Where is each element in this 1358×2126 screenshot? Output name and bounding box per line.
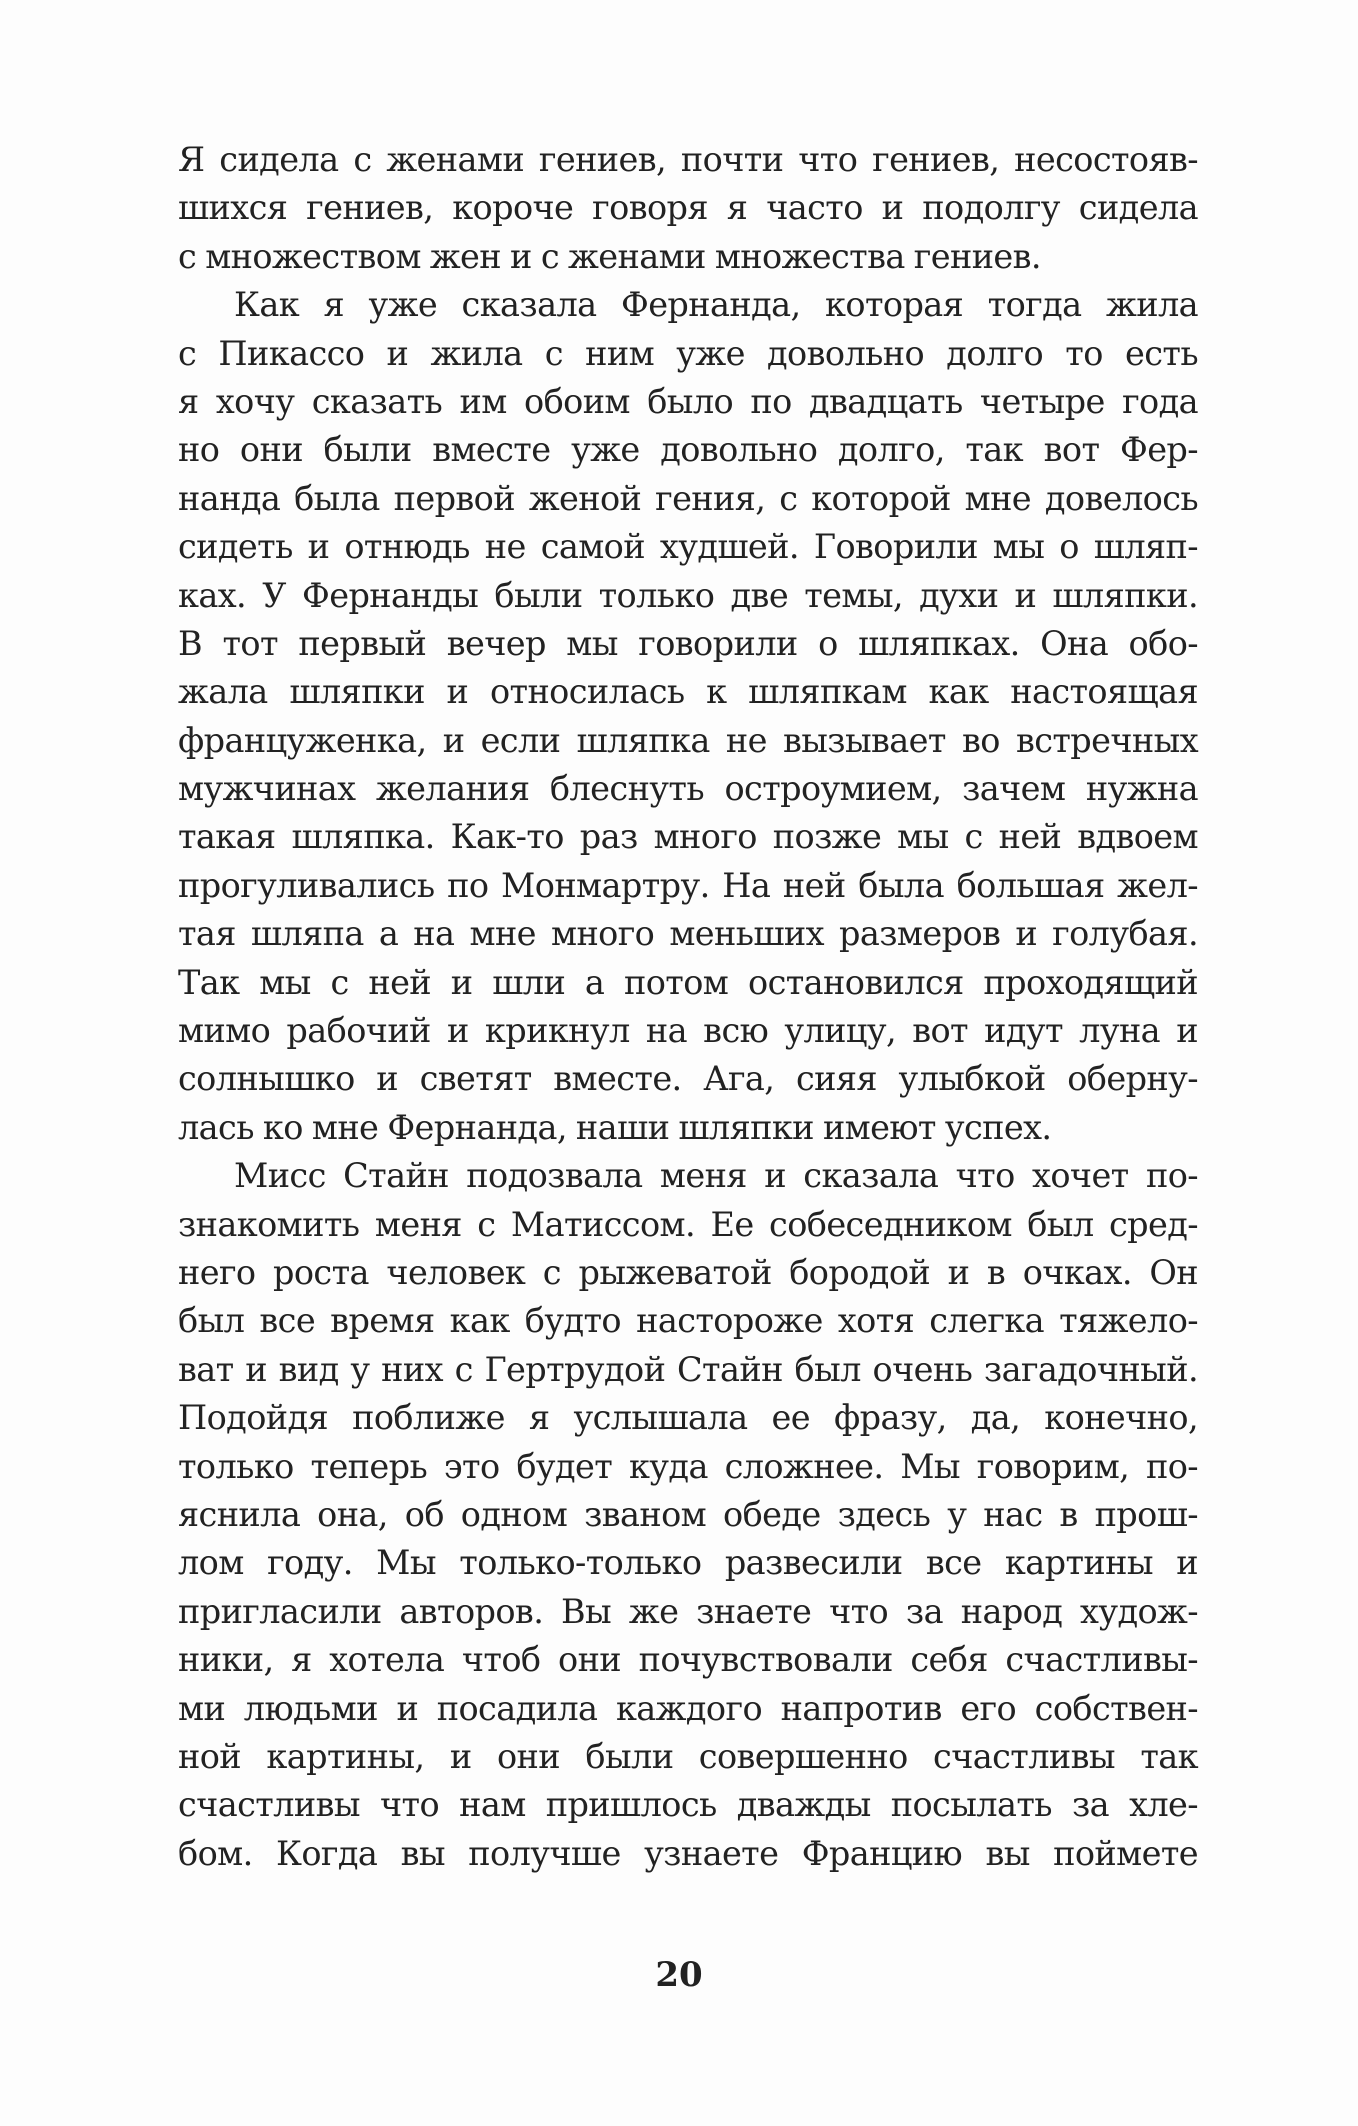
text-line: такая шляпка. Как-то раз много позже мы с ней вдвоем	[178, 817, 1198, 857]
text-line: знакомить меня с Матиссом. Ее собеседником был сред-	[178, 1204, 1198, 1244]
text-line: него роста человек с рыжеватой бородой и в очках. Он	[178, 1252, 1198, 1292]
body-text	[178, 136, 1198, 1878]
text-line: ми людьми и посадила каждого напротив его собствен-	[178, 1688, 1198, 1728]
text-line: сидеть и отнюдь не самой худшей. Говорили мы о шляп-	[178, 527, 1198, 567]
text-line: с Пикассо и жила с ним уже довольно долго то есть	[178, 333, 1198, 373]
text-line: счастливы что нам пришлось дважды посылать за хле-	[178, 1785, 1198, 1825]
text-line: лась ко мне Фернанда, наши шляпки имеют успех.	[178, 1107, 1052, 1147]
text-line: нанда была первой женой гения, с которой мне довелось	[178, 478, 1198, 518]
text-line: шихся гениев, короче говоря я часто и подолгу сидела	[178, 188, 1198, 228]
paragraph	[178, 136, 1198, 281]
text-line: Так мы с ней и шли а потом остановился проходящий	[178, 962, 1198, 1002]
text-line: с множеством жен и с женами множества гениев.	[178, 236, 1041, 276]
text-line: яснила она, об одном званом обеде здесь у нас в прош-	[178, 1494, 1198, 1534]
text-line: ках. У Фернанды были только две темы, духи и шляпки.	[178, 575, 1198, 615]
text-line: В тот первый вечер мы говорили о шляпках. Она обо-	[178, 623, 1198, 663]
paragraph	[178, 1152, 1198, 1878]
text-line: Я сидела с женами гениев, почти что гениев, несостояв-	[178, 140, 1198, 179]
text-line: тая шляпа а на мне много меньших размеров и голубая.	[178, 914, 1198, 954]
text-line: ной картины, и они были совершенно счастливы так	[178, 1736, 1198, 1776]
text-line: только теперь это будет куда сложнее. Мы говорим, по-	[178, 1446, 1198, 1486]
text-line: был все время как будто настороже хотя слегка тяжело-	[178, 1301, 1198, 1341]
text-line: лом году. Мы только-только развесили все картины и	[178, 1543, 1198, 1583]
text-line: но они были вместе уже довольно долго, так вот Фер-	[178, 430, 1198, 470]
text-line: мужчинах желания блеснуть остроумием, зачем нужна	[178, 769, 1198, 809]
text-line: мимо рабочий и крикнул на всю улицу, вот идут луна и	[178, 1011, 1198, 1051]
text-line: прогуливались по Монмартру. На ней была большая жел-	[178, 865, 1198, 905]
text-line: я хочу сказать им обоим было по двадцать четыре года	[178, 381, 1198, 421]
text-line: Подойдя поближе я услышала ее фразу, да, конечно,	[178, 1398, 1198, 1438]
text-line: ники, я хотела чтоб они почувствовали себя счастливы-	[178, 1640, 1198, 1680]
text-line: пригласили авторов. Вы же знаете что за народ худож-	[178, 1591, 1198, 1631]
text-line: ват и вид у них с Гертрудой Стайн был очень загадочный.	[178, 1349, 1198, 1389]
text-line: солнышко и светят вместе. Ага, сияя улыбкой оберну-	[178, 1059, 1198, 1099]
paragraph	[178, 281, 1198, 1152]
text-line: жала шляпки и относилась к шляпкам как настоящая	[178, 672, 1198, 712]
page-number: 20	[655, 1955, 703, 1995]
text-line: Мисс Стайн подозвала меня и сказала что хочет по-	[234, 1156, 1198, 1196]
text-line: бом. Когда вы получше узнаете Францию вы поймете	[178, 1833, 1198, 1873]
text-line: Как я уже сказала Фернанда, которая тогда жила	[234, 285, 1198, 325]
text-line: француженка, и если шляпка не вызывает во встречных	[178, 720, 1198, 760]
